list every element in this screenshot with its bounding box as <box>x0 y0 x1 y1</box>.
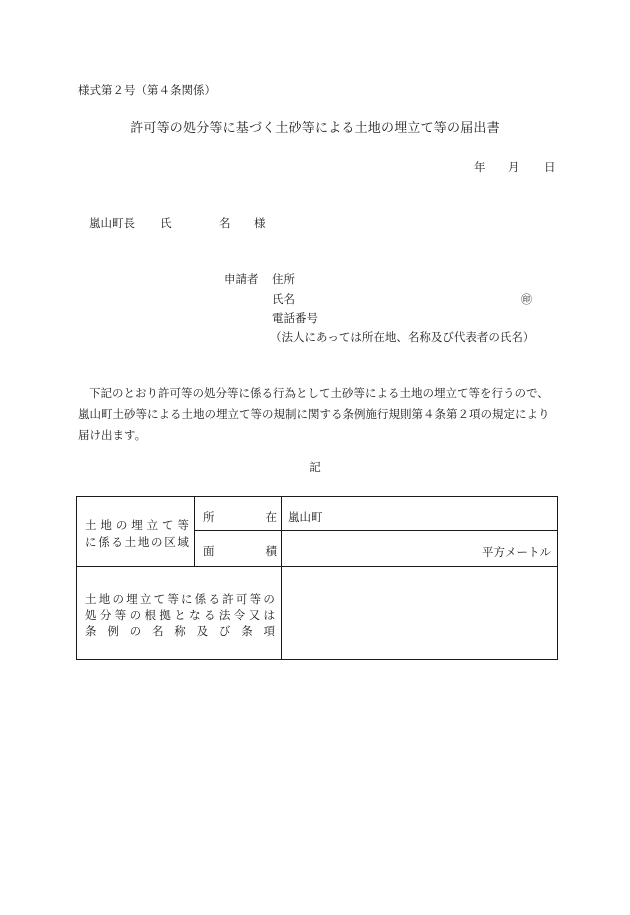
label-char: 分 <box>99 608 112 622</box>
label-char: 等 <box>249 592 262 606</box>
label-char: る <box>208 592 220 606</box>
address-label: 住所 <box>272 272 295 286</box>
label-char: の <box>129 624 142 638</box>
form-number: 様式第２号（第４条関係） <box>78 83 216 97</box>
area-unit: 平方メートル <box>482 545 551 560</box>
label-char: の <box>263 592 275 606</box>
label-char: 地 <box>100 518 112 532</box>
label-char: 処 <box>85 608 97 622</box>
area-size-label-cell <box>195 531 282 567</box>
corporation-note: （法人にあっては所在地、名称及び代表者の氏名） <box>270 330 535 344</box>
body-text: 下記のとおり許可等の処分等に係る行為として土砂等による土地の埋立て等を行うので、嵐山町土砂等による土地の埋立て等の規制に関する条例施行規則第４条第２項の規定により届け出ます。 <box>78 386 550 442</box>
label-char: 条 <box>85 624 97 638</box>
phone-label: 電話番号 <box>272 311 318 325</box>
label-char: 例 <box>107 624 119 638</box>
addressee-mei: 名 <box>219 216 231 230</box>
label-char: 土 <box>85 592 97 606</box>
label-char: 地 <box>98 592 111 606</box>
label-char: は <box>263 608 275 622</box>
area-label-cell <box>77 497 195 567</box>
area-label-line2 <box>85 534 189 550</box>
label-char: び <box>218 624 231 638</box>
name-label: 氏名 <box>272 292 295 306</box>
label-char: 根 <box>144 608 156 622</box>
label-char: 及 <box>196 624 209 638</box>
label-char: 土 <box>85 518 97 532</box>
label-char: 区 <box>164 535 176 549</box>
addressee-mayor: 嵐山町長 <box>89 216 135 230</box>
label-char: 許 <box>222 592 234 606</box>
date-month-label: 月 <box>508 160 520 174</box>
date-day-label: 日 <box>544 160 556 174</box>
location-label-cell <box>195 497 282 531</box>
label-char: 項 <box>263 624 275 638</box>
label-char: 拠 <box>159 608 171 622</box>
label-char: 条 <box>241 624 253 638</box>
addressee-sama: 様 <box>254 216 266 230</box>
label-char: 等 <box>177 518 189 532</box>
label-char: 立 <box>146 518 159 532</box>
location-value: 嵐山町 <box>288 510 323 524</box>
law-label-line1 <box>85 591 275 607</box>
location-value-cell[interactable] <box>282 497 558 531</box>
label-char: 令 <box>233 608 246 622</box>
label-char: の <box>112 592 124 606</box>
label-char: に <box>85 535 97 549</box>
label-char: る <box>204 608 216 622</box>
label-char: 地 <box>137 535 150 549</box>
label-char: の <box>115 518 128 532</box>
label-char: 等 <box>167 592 179 606</box>
label-char: の <box>129 608 142 622</box>
label-char: 埋 <box>126 592 138 606</box>
label-char: 名 <box>151 624 164 638</box>
addressee-shi: 氏 <box>160 216 172 230</box>
law-label-line3 <box>85 623 275 639</box>
label-char: 法 <box>218 608 231 622</box>
applicant-label: 申請者 <box>224 272 259 286</box>
seal-mark: ㊞ <box>521 293 532 306</box>
label-char: 又 <box>248 608 261 622</box>
law-label-line2 <box>85 607 275 623</box>
label-char: 可 <box>235 592 248 606</box>
table-row-location <box>77 497 558 531</box>
document-title: 許可等の処分等に基づく土砂等による土地の埋立て等の届出書 <box>130 121 500 136</box>
area-size-value-cell[interactable] <box>282 531 558 567</box>
area-size-label: 面 積 <box>203 544 277 559</box>
label-char: に <box>181 592 193 606</box>
label-char: て <box>153 592 166 606</box>
table-row-law <box>77 567 558 660</box>
label-char: 埋 <box>131 518 143 532</box>
label-char: 称 <box>174 624 186 638</box>
area-label-line1 <box>85 517 189 533</box>
ki-heading: 記 <box>309 460 321 474</box>
label-char: の <box>151 535 163 549</box>
date-year-label: 年 <box>474 160 486 174</box>
form-table <box>76 496 558 660</box>
label-char: な <box>189 608 201 622</box>
label-char: 立 <box>139 592 152 606</box>
law-value-cell[interactable] <box>282 567 558 660</box>
label-char: と <box>174 608 186 622</box>
label-char: 土 <box>124 535 137 549</box>
label-char: る <box>111 535 123 549</box>
location-label: 所 在 <box>203 510 277 524</box>
label-char: 等 <box>114 608 127 622</box>
label-char: 係 <box>98 535 110 549</box>
label-char: 係 <box>194 592 207 606</box>
label-char: て <box>162 518 174 532</box>
law-label-cell <box>77 567 282 660</box>
label-char: 域 <box>177 535 189 549</box>
